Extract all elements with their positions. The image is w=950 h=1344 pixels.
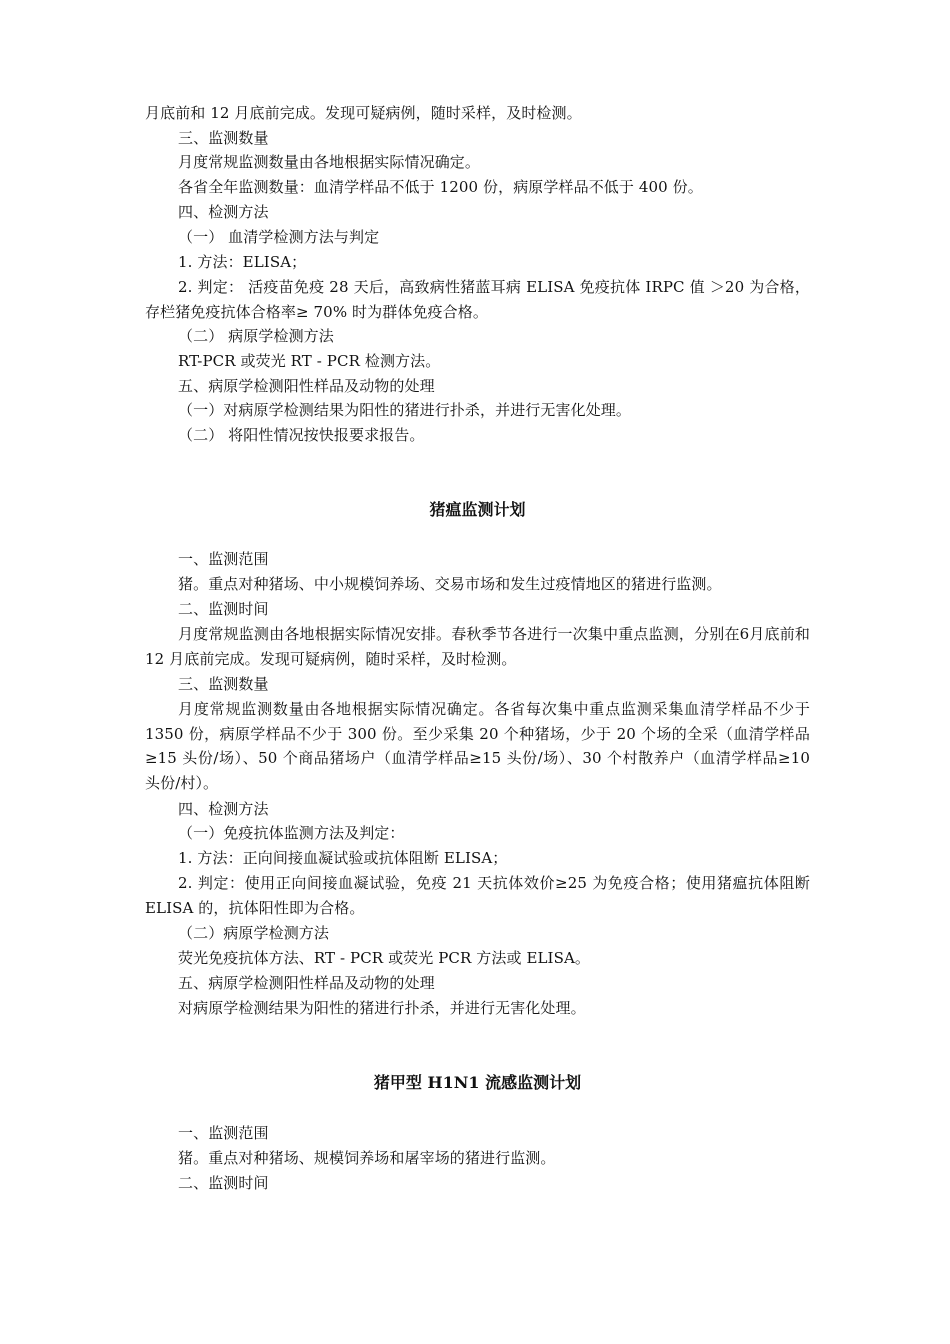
heading-positive-handling: 五、病原学检测阳性样品及动物的处理 bbox=[178, 974, 435, 992]
paragraph-judgement: 2. 判定： 活疫苗免疫 28 天后，高致病性猪蓝耳病 ELISA 免疫抗体 IRPC 值 ＞20 为合格，存栏猪免疫抗体合格率≥ 70% 时为群体免疫合格。 bbox=[145, 278, 810, 321]
text-line: 各省全年监测数量：血清学样品不低于 1200 份，病原学样品不低于 400 份。 bbox=[178, 178, 703, 196]
heading-test-method: 四、检测方法 bbox=[178, 800, 269, 818]
heading-monitor-scope: 一、监测范围 bbox=[178, 550, 269, 568]
text-line: 猪。重点对种猪场、规模饲养场和屠宰场的猪进行监测。 bbox=[178, 1149, 556, 1167]
heading-monitor-time: 二、监测时间 bbox=[178, 1174, 269, 1192]
paragraph-monitor-time: 月度常规监测由各地根据实际情况安排。春秋季节各进行一次集中重点监测，分别在6月底前和 12 月底前完成。发现可疑病例，随时采样，及时检测。 bbox=[145, 625, 810, 668]
heading-monitor-scope: 一、监测范围 bbox=[178, 1124, 269, 1142]
heading-monitor-quantity: 三、监测数量 bbox=[178, 129, 269, 147]
heading-positive-handling: 五、病原学检测阳性样品及动物的处理 bbox=[178, 377, 435, 395]
text-line: 对病原学检测结果为阳性的猪进行扑杀，并进行无害化处理。 bbox=[178, 999, 586, 1017]
text-line: 1. 方法：ELISA； bbox=[178, 253, 307, 271]
text-line: 猪。重点对种猪场、中小规模饲养场、交易市场和发生过疫情地区的猪进行监测。 bbox=[178, 575, 722, 593]
subheading-serology: （一） 血清学检测方法与判定 bbox=[178, 228, 380, 246]
paragraph-monitor-quantity: 月度常规监测数量由各地根据实际情况确定。各省每次集中重点监测采集血清学样品不少于 1350 份，病原学样品不少于 300 份。至少采集 20 个种猪场，少于 20 个场的全采（血清学样品≥15 头份/场）、50 个商品猪场户（血清学样品≥15 头份/场）、30 个村散养户（血清学样品≥10 头份/村）。 bbox=[145, 700, 810, 792]
text-line: RT-PCR 或荧光 RT - PCR 检测方法。 bbox=[178, 352, 441, 370]
paragraph-judgement: 2. 判定：使用正向间接血凝试验，免疫 21 天抗体效价≥25 为免疫合格；使用猪瘟抗体阻断 ELISA 的，抗体阳性即为合格。 bbox=[145, 874, 810, 917]
subheading-pathogen: （二）病原学检测方法 bbox=[178, 924, 330, 942]
heading-monitor-time: 二、监测时间 bbox=[178, 600, 269, 618]
text-line: 1. 方法：正向间接血凝试验或抗体阻断 ELISA； bbox=[178, 849, 508, 867]
subheading-pathogen: （二） 病原学检测方法 bbox=[178, 327, 334, 345]
text-line: 荧光免疫抗体方法、RT - PCR 或荧光 PCR 方法或 ELISA。 bbox=[178, 949, 590, 967]
text-line: （二） 将阳性情况按快报要求报告。 bbox=[178, 426, 425, 444]
section-title-swine-fever: 猪瘟监测计划 bbox=[429, 500, 526, 519]
heading-test-method: 四、检测方法 bbox=[178, 203, 269, 221]
heading-monitor-quantity: 三、监测数量 bbox=[178, 675, 269, 693]
subheading-antibody: （一）免疫抗体监测方法及判定： bbox=[178, 824, 405, 842]
text-line: （一）对病原学检测结果为阳性的猪进行扑杀，并进行无害化处理。 bbox=[178, 401, 632, 419]
section-title-h1n1: 猪甲型 H1N1 流感监测计划 bbox=[373, 1073, 582, 1092]
text-line: 月底前和 12 月底前完成。发现可疑病例，随时采样，及时检测。 bbox=[145, 104, 582, 122]
text-line: 月度常规监测数量由各地根据实际情况确定。 bbox=[178, 153, 481, 171]
